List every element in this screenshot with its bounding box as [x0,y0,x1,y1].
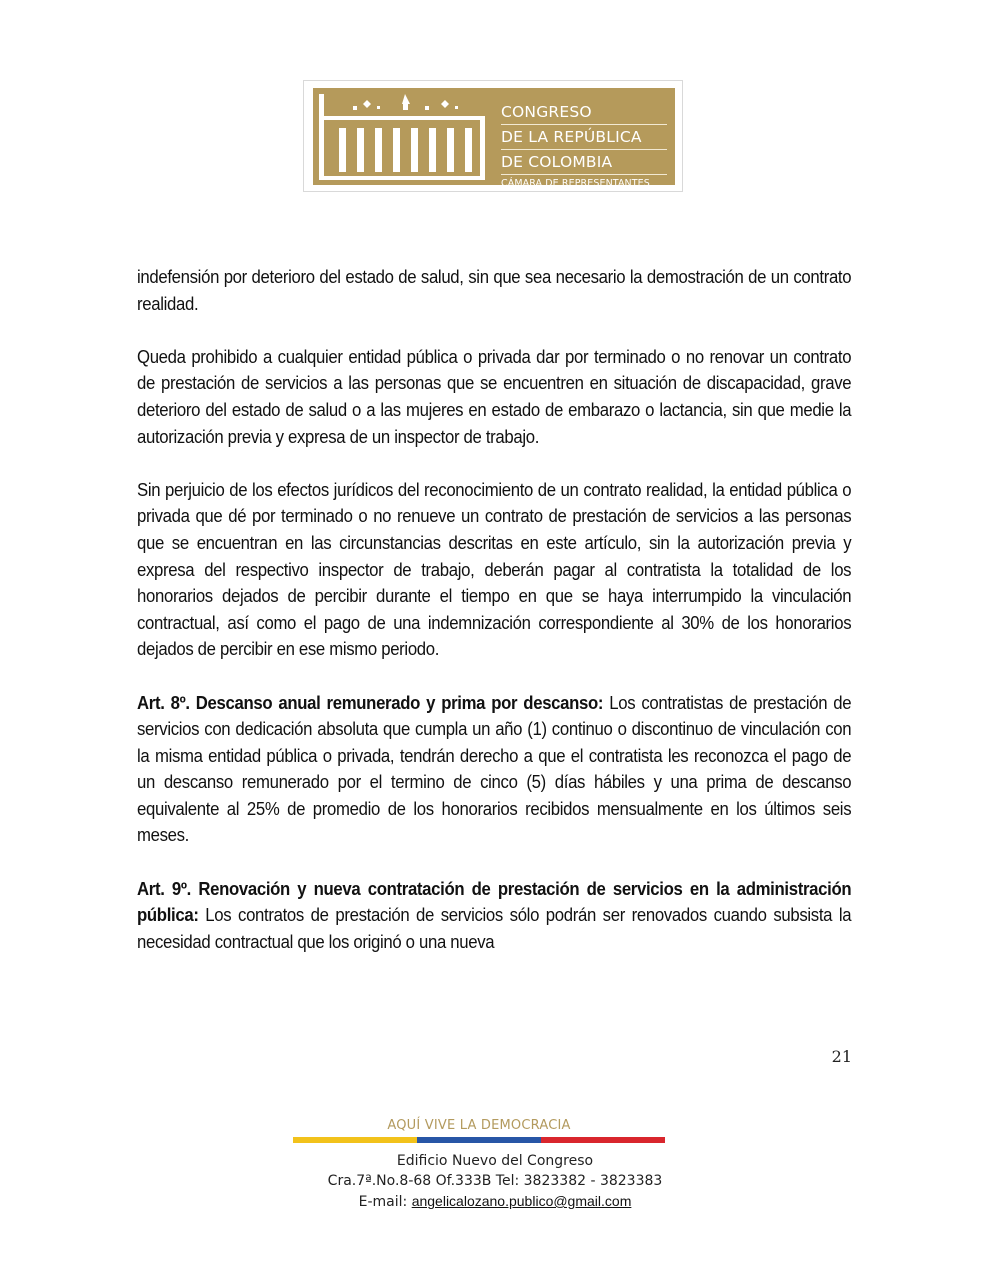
footer-address: Cra.7ª.No.8-68 Of.333B Tel: 3823382 - 3823383 [327,1173,663,1189]
logo-line-congreso: CONGRESO [501,100,667,125]
article-8-title: Art. 8º. Descanso anual remunerado y prima por descanso: [137,692,604,713]
article-8 [137,690,851,850]
logo-line-republica: DE LA REPÚBLICA [501,125,667,150]
footer-email-label: E-mail: [358,1194,412,1210]
article-9-title: Art. 9º. Renovación y nueva contratación de prestación de servicios en la administración pública: [137,878,852,926]
article-9-text: Los contratos de prestación de servicios sólo podrán ser renovados cuando subsista la necesidad contractual que los originó o una nueva [137,905,852,952]
capitol-emblem-icon [317,92,487,182]
logo-panel [313,88,675,189]
footer-contact [255,1151,735,1212]
flag-stripe-red [541,1137,665,1143]
article-9 [137,876,851,956]
footer-email-link[interactable]: angelicalozano.publico@gmail.com [411,1193,632,1209]
footer-slogan: AQUÍ VIVE LA DEMOCRACIA [387,1118,571,1133]
footer-building: Edificio Nuevo del Congreso [396,1153,594,1169]
flag-stripe [293,1137,665,1143]
page-number: 21 [831,1047,852,1066]
flag-stripe-blue [417,1137,541,1143]
footer-email-line [255,1191,735,1212]
header-logo [303,80,683,192]
logo-wordmark [501,100,667,192]
paragraph-indefension: indefensión por deterioro del estado de salud, sin que sea necesario la demostración de un contrato realidad. [137,267,852,314]
paragraph-prohibicion: Queda prohibido a cualquier entidad pública o privada dar por terminado o no renovar un contrato de prestación de servicios a las personas que se encuentren en situación de discapacidad, grave deterioro del estado de salud o a las mujeres en estado de embarazo o lactancia, sin que medie la autorización previa y expresa de un inspector de trabajo. [137,346,852,447]
paragraph-perjuicio: Sin perjuicio de los efectos jurídicos del reconocimiento de un contrato realidad, la entidad pública o privada que dé por terminado o no renueve un contrato de prestación de servicios a las personas que se encuentran en las circunstancias descritas en este artículo, sin la autorización previa y expresa del respectivo inspector de trabajo, deberán pagar al contratista la totalidad de los honorarios dejados de percibir durante el tiempo en que se haya interrumpido la vinculación contractual, así como el pago de una indemnización correspondiente al 30% de los honorarios dejados de percibir en ese mismo periodo. [137,479,852,660]
article-8-text: Los contratistas de prestación de servicios con dedicación absoluta que cumpla un año (1) continuo o discontinuo de vinculación con la misma entidad pública o privada, tendrán derecho a que el contratista les reconozca el pago de un descanso remunerado por el termino de cinco (5) días hábiles y una prima de descanso equivalente al 25% de promedio de los honorarios recibidos mensualmente en los últimos seis meses. [137,692,852,846]
logo-line-camara: CÁMARA DE REPRESENTANTES [501,178,650,189]
flag-stripe-yellow [293,1137,417,1143]
logo-line-colombia: DE COLOMBIA [501,150,667,175]
document-body [137,264,852,982]
